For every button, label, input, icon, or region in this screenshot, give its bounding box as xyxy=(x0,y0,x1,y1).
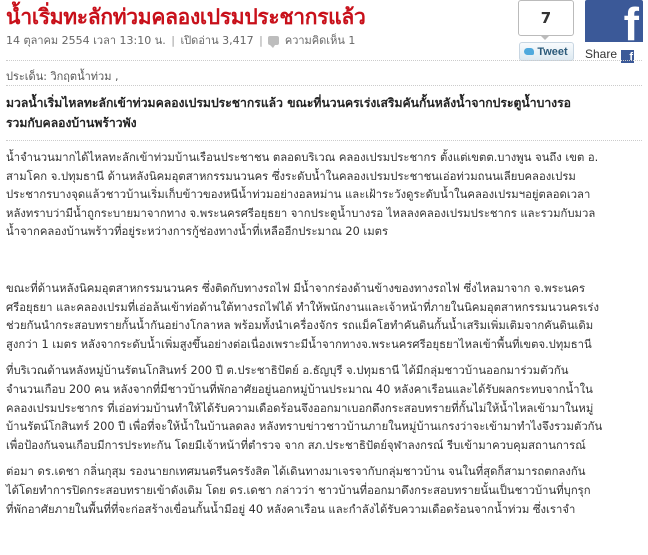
article-body xyxy=(6,149,636,519)
publish-date: 14 ตุลาคม 2554 เวลา 13:10 น. xyxy=(6,34,166,47)
paragraph-line: น้ำจากคลองบ้านพร้าวที่อยู่ระหว่างการกู้ช่องทางน้ำที่เหลืออีกประมาณ 20 เมตร xyxy=(6,225,389,239)
tweet-count-pointer xyxy=(540,35,550,40)
comment-count[interactable]: ความคิดเห็น 1 xyxy=(284,34,356,47)
topic-link[interactable]: วิกฤตน้ำท่วม , xyxy=(50,70,119,83)
paragraph-line: สูงกว่า 1 เมตร หลังจากระดับน้ำเพิ่มสูงขึ้นอย่างต่อเนื่องเพราะมีน้ำจากทางจ.พระนครศรีอยุธยาไหลเข้าพื้นที่เขตจ.ปทุมธานี xyxy=(6,337,592,351)
tweet-button-label: Tweet xyxy=(537,46,568,58)
summary-divider xyxy=(6,140,642,141)
paragraph-line: น้ำจำนวนมากได้ไหลทะลักเข้าท่วมบ้านเรือนประชาชน ตลอดบริเวณ คลองเปรมประชากร ตั้งแต่เขตต.บางพูน จนถึง เขต อ. xyxy=(6,151,599,164)
paragraph-line: ที่บริเวณด้านหลังหมู่บ้านรัตนโกสินทร์ 200 ปี ต.ประชาธิปัตย์ อ.ธัญบุรี จ.ปทุมธานี ได้มีกลุ่มชาวบ้านออกมาร่วมตัวกัน xyxy=(6,364,569,378)
article-paragraph xyxy=(6,149,636,242)
facebook-share-widget xyxy=(585,0,645,68)
paragraph-line: ขณะที่ด้านหลังนิคมอุตสาหกรรมนวนคร ซึ่งติดกับทางรถไฟ มีน้ำจากร่องด้านข้างของทางรถไฟ ซึ่งไหลมาจาก จ.พระนคร xyxy=(6,281,586,295)
paragraph-spacer xyxy=(6,242,636,261)
paragraph-line: เพื่อป้องกันจนเกือบมีการประทะกัน โดยมีเจ้าหน้าที่ตำรวจ จาก สภ.ประชาธิปัตย์จุฬาลงกรณ์ รีบเข้ามาควบคุมสถานการณ์ xyxy=(6,438,586,452)
topic-divider xyxy=(6,85,642,86)
paragraph-line: สามโคก จ.ปทุมธานี ด้านหลังนิคมอุตสาหกรรมนวนคร ซึ่งระดับน้ำในคลองเปรมประชาชนเอ่อท่วมถนนเลียบคลองเปรม xyxy=(6,169,576,183)
paragraph-spacer xyxy=(6,261,636,280)
tweet-button[interactable] xyxy=(519,42,574,61)
paragraph-line: ประชากรบางจุดแล้วชาวบ้านเริ่มเก็บข้าวของหนีน้ำท่วมอย่างอลหม่าน และเฝ้าระวังดูระดับน้ำในคลองเปรมฯอยู่ตลอดเวลา xyxy=(6,188,591,202)
paragraph-line: ได้โดยทำการปิดกระสอบทรายเข้าดังเดิม โดย ดร.เดชา กล่าวว่า ชาวบ้านที่ออกมาดึงกระสอบทรายนั้นเป็นชาวบ้านที่บุกรุก xyxy=(6,483,591,497)
paragraph-line: ต่อมา ดร.เดชา กลิ่นกุสุม รองนายกเทศมนตรีนครรังสิต ได้เดินทางมาเจรจากับกลุ่มชาวบ้าน จนในที่สุดก็สามารถตกลงกัน xyxy=(6,465,586,479)
meta-separator: | xyxy=(171,34,175,47)
article-paragraph xyxy=(6,280,636,354)
tweet-count: 7 xyxy=(518,0,574,36)
article-paragraph xyxy=(6,463,636,519)
article-paragraph xyxy=(6,362,636,455)
paragraph-line: บ้านรัตน์โกสินทร์ 200 ปี เพื่อที่จะให้น้ำในบ้านลดลง หลังทราบข่าวชาวบ้านภายในหมู่บ้านเกรงว่าจะเข้ามาทำไงจึงรวมตัวกัน xyxy=(6,420,603,434)
tweet-widget xyxy=(518,0,576,62)
paragraph-line: ศรีอยุธยา และคลองเปรมที่เอ่อล้นเข้าท่อด้านใต้ทางรถไฟได้ ทำให้พนักงานและเจ้าหน้าที่ภายในนิคมอุตสาหกรรมนวนครเร่ง xyxy=(6,300,599,314)
paragraph-line: คลองเปรมประชากร ที่เอ่อท่วมบ้านทำให้ได้รับความเดือดร้อนจึงออกมาเบอกดึงกระสอบทรายที่กั้นไม่ให้น้ำไหลเข้ามาในหมู่ xyxy=(6,401,594,415)
header-divider xyxy=(6,60,642,61)
paragraph-line: หลังทราบว่ามีน้ำถูกระบายมาจากทาง จ.พระนครศรีอยุธยา จากประตูน้ำบางรอ ไหลลงคลองเปรมประชากร และรวมกับมวล xyxy=(6,206,596,220)
paragraph-line: ที่พักอาศัยภายในพื้นที่ที่จะก่อสร้างเขื่อนกั้นน้ำมีอยู่ 40 หลังคาเรือน และกำลังได้รับความเดือดร้อนจากน้ำท่วม ซึ่งเราจำ xyxy=(6,502,576,516)
paragraph-spacer xyxy=(6,354,636,362)
view-count: เปิดอ่าน 3,417 xyxy=(180,34,254,47)
meta-separator: | xyxy=(259,34,263,47)
summary-line: รวมกับคลองบ้านพร้าวพัง xyxy=(6,116,137,130)
facebook-share-label: Share xyxy=(585,47,618,61)
article-headline: น้ำเริ่มทะลักท่วมคลองเปรมประชากรแล้ว xyxy=(6,5,366,29)
article-summary xyxy=(6,93,626,133)
paragraph-line: ช่วยกันนำกระสอบทรายกั้นน้ำกันอย่างโกลาหล พร้อมทั้งนำเครื่องจักร รถแม็คโฮทำคันดินกั้นน้ำเสริมเพิ่มเติมจากคันดินเดิม xyxy=(6,319,594,333)
paragraph-line: จำนวนเกือบ 200 คน หลังจากที่มีชาวบ้านที่พักอาศัยอยู่นอกหมู่บ้านประมาณ 40 หลังคาเรือนและได้รับผลกระทบจากน้ำใน xyxy=(6,382,593,396)
twitter-bird-icon xyxy=(524,48,534,55)
facebook-mini-icon: f xyxy=(621,50,634,63)
facebook-logo-icon[interactable]: f xyxy=(585,0,643,42)
paragraph-spacer xyxy=(6,455,636,463)
article-meta xyxy=(6,33,355,49)
topic-line xyxy=(6,67,118,85)
topic-label: ประเด็น: xyxy=(6,70,47,83)
summary-line: มวลน้ำเริ่มไหลทะลักเข้าท่วมคลองเปรมประชากรแล้ว ขณะที่นวนครเร่งเสริมคันกั้นหลังน้ำจากประตูน้ำบางรอ xyxy=(6,96,571,110)
comment-icon xyxy=(268,36,279,45)
